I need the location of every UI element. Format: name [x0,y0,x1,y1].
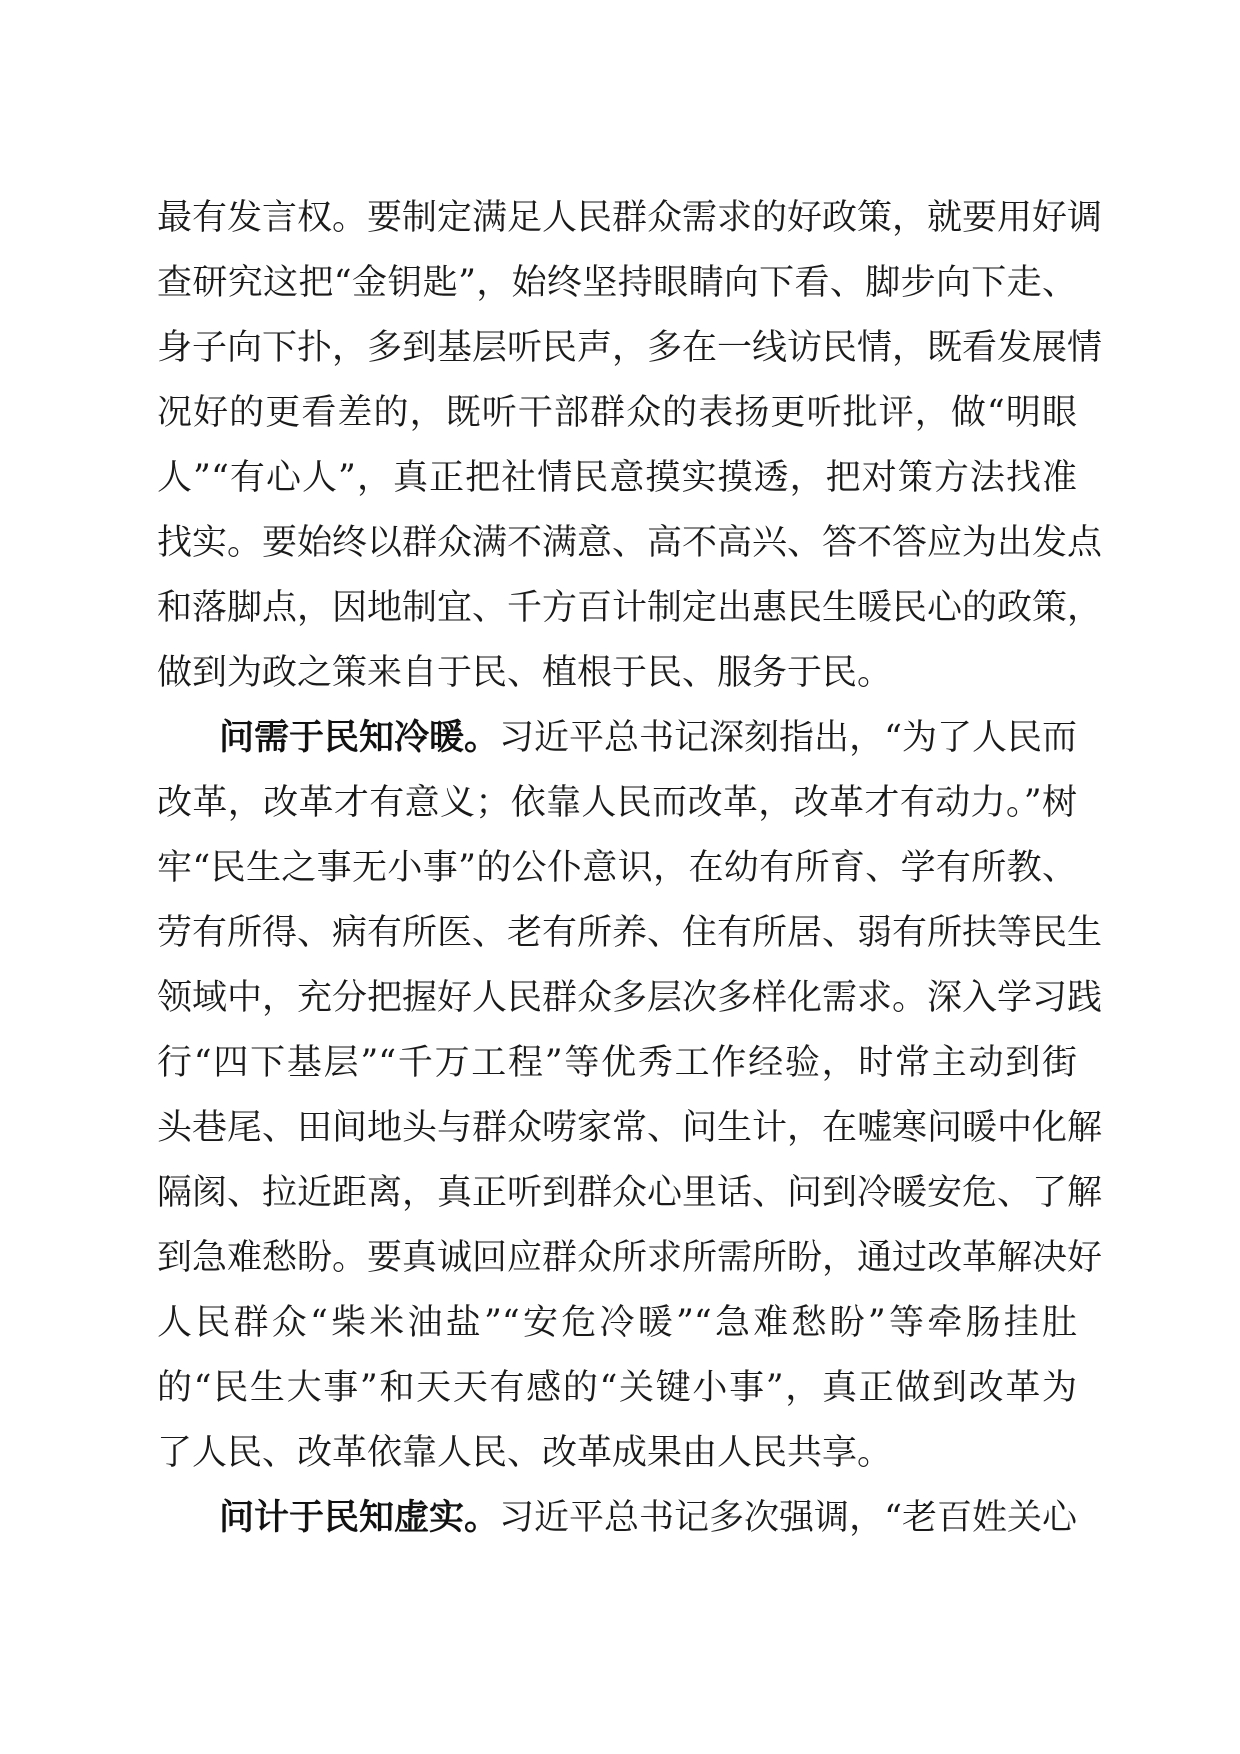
text-line: 领域中，充分把握好人民群众多层次多样化需求。深入学习践 [157,978,1103,1018]
text-line: 最有发言权。要制定满足人民群众需求的好政策，就要用好调 [157,198,1103,238]
text-line: 人”“有心人”，真正把社情民意摸实摸透，把对策方法找准 [157,458,1077,498]
text-line: 做到为政之策来自于民、植根于民、服务于民。 [157,653,893,693]
paragraph-first-line [157,706,1077,771]
document-body [157,186,1103,1551]
paragraph-3 [157,1486,1077,1551]
text-fragment: 习近平总书记深刻指出，“为了人民而 [499,718,1077,758]
text-line: 头巷尾、田间地头与群众唠家常、问生计，在嘘寒问暖中化解 [157,1108,1103,1148]
text-line: 了人民、改革依靠人民、改革成果由人民共享。 [157,1433,893,1473]
text-line: 找实。要始终以群众满不满意、高不高兴、答不答应为出发点 [157,523,1103,563]
text-line: 和落脚点，因地制宜、千方百计制定出惠民生暖民心的政策， [157,588,1103,628]
text-line: 行“四下基层”“千万工程”等优秀工作经验，时常主动到街 [157,1043,1077,1083]
text-line: 查研究这把“金钥匙”，始终坚持眼睛向下看、脚步向下走、 [157,263,1077,303]
section-lead-heading: 问需于民知冷暖。 [219,718,500,758]
section-lead-heading: 问计于民知虚实。 [219,1498,500,1538]
paragraph-1 [157,186,1103,706]
paragraph-first-line [157,1486,1077,1551]
text-line: 牢“民生之事无小事”的公仆意识，在幼有所育、学有所教、 [157,848,1077,888]
paragraph-2 [157,706,1103,1486]
text-line: 劳有所得、病有所医、老有所养、住有所居、弱有所扶等民生 [157,913,1103,953]
text-fragment: 习近平总书记多次强调，“老百姓关心 [499,1498,1077,1538]
text-line: 况好的更看差的，既听干部群众的表扬更听批评，做“明眼 [157,393,1077,433]
text-line: 到急难愁盼。要真诚回应群众所求所需所盼，通过改革解决好 [157,1238,1103,1278]
text-line: 隔阂、拉近距离，真正听到群众心里话、问到冷暖安危、了解 [157,1173,1103,1213]
text-line: 人民群众“柴米油盐”“安危冷暖”“急难愁盼”等牵肠挂肚 [157,1303,1077,1343]
text-line: 改革，改革才有意义；依靠人民而改革，改革才有动力。”树 [157,783,1077,823]
text-line: 身子向下扑，多到基层听民声，多在一线访民情，既看发展情 [157,328,1103,368]
text-line: 的“民生大事”和天天有感的“关键小事”，真正做到改革为 [157,1368,1077,1408]
